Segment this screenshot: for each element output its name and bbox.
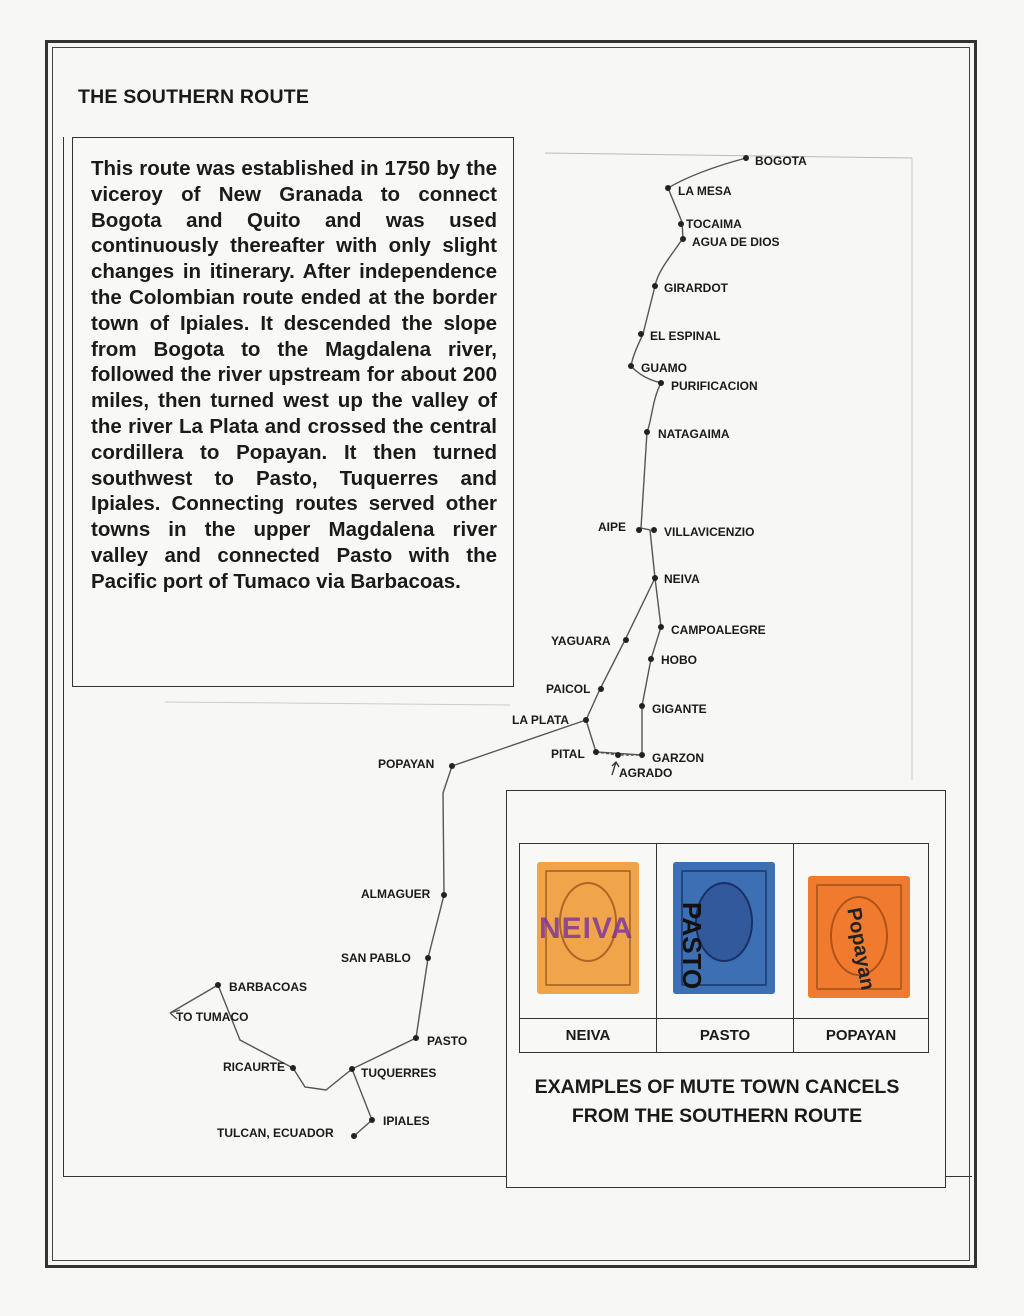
town-label-bogota: BOGOTA: [755, 154, 807, 168]
town-label-tocaima: TOCAIMA: [686, 217, 742, 231]
town-label-guamo: GUAMO: [641, 361, 687, 375]
town-dot-tulcan: [351, 1133, 357, 1139]
town-dot-guamo: [628, 363, 634, 369]
town-dot-hobo: [648, 656, 654, 662]
agrado-arrow: [612, 762, 619, 775]
town-label-pital: PITAL: [551, 747, 585, 761]
town-dot-yaguara: [623, 637, 629, 643]
town-label-garzon: GARZON: [652, 751, 704, 765]
town-dot-villavicenzio: [651, 527, 657, 533]
stamp-label-neiva: NEIVA: [520, 1018, 657, 1052]
stamps-panel: [506, 790, 946, 1188]
town-label-pasto: PASTO: [427, 1034, 468, 1048]
town-dot-el-espinal: [638, 331, 644, 337]
stamp-grid: [519, 843, 929, 1053]
town-label-la-mesa: LA MESA: [678, 184, 732, 198]
town-label-to-tumaco: TO TUMACO: [176, 1010, 249, 1024]
town-label-purificacion: PURIFICACION: [671, 379, 758, 393]
stamp-neiva-image: [537, 862, 639, 994]
stamps-caption-line-1: EXAMPLES OF MUTE TOWN CANCELS: [534, 1076, 900, 1098]
town-dot-neiva: [652, 575, 658, 581]
town-label-tuquerres: TUQUERRES: [361, 1066, 437, 1080]
map-edge-line: [545, 153, 912, 158]
town-dot-san-pablo: [425, 955, 431, 961]
town-label-la-plata: LA PLATA: [512, 713, 570, 727]
page-title: THE SOUTHERN ROUTE: [78, 86, 310, 108]
town-dot-la-plata: [583, 717, 589, 723]
town-dot-barbacoas: [215, 982, 221, 988]
stamp-cell-neiva: [520, 844, 657, 1018]
town-dot-garzon: [639, 752, 645, 758]
map-edge-line: [165, 702, 510, 705]
town-label-el-espinal: EL ESPINAL: [650, 329, 721, 343]
stamp-popayan-image: [808, 876, 910, 998]
stamp-label-pasto: PASTO: [657, 1018, 794, 1052]
town-dot-pasto: [413, 1035, 419, 1041]
cancel-popayan: Popayan: [842, 906, 879, 992]
town-label-tulcan: TULCAN, ECUADOR: [217, 1126, 334, 1140]
town-dot-bogota: [743, 155, 749, 161]
intro-text-box: [72, 137, 514, 687]
town-dot-ipiales: [369, 1117, 375, 1123]
town-label-paicol: PAICOL: [546, 682, 591, 696]
town-dot-pital: [593, 749, 599, 755]
cancel-neiva: NEIVA: [539, 912, 634, 945]
town-label-gigante: GIGANTE: [652, 702, 707, 716]
town-label-girardot: GIRARDOT: [664, 281, 728, 295]
town-dot-la-mesa: [665, 185, 671, 191]
town-label-san-pablo: SAN PABLO: [341, 951, 411, 965]
town-dot-natagaima: [644, 429, 650, 435]
town-label-agrado: AGRADO: [619, 766, 673, 780]
town-label-natagaima: NATAGAIMA: [658, 427, 730, 441]
stamp-pasto-image: [673, 862, 775, 994]
town-dot-popayan: [449, 763, 455, 769]
town-dot-tocaima: [678, 221, 684, 227]
town-dot-ricaurte: [290, 1065, 296, 1071]
stamp-cell-pasto: [657, 844, 794, 1018]
town-label-popayan: POPAYAN: [378, 757, 435, 771]
intro-paragraph: This route was established in 1750 by the viceroy of New Granada to connect Bogota and Quito and was used continuously thereafter with only slight changes in itinerary. After independence the Colombian route ended at the border town of Ipiales. It descended the slope from Bogota to the Magdalena river, followed the river upstream for about 200 miles, then turned west up the valley of the river La Plata and crossed the central cordillera to Popayan. It then turned southwest to Pasto, Tuquerres and Ipiales. Connecting routes served other towns in the upper Magdalena river valley and connected Pasto with the Pacific port of Tumaco via Barbacoas.: [91, 157, 497, 593]
town-label-campoalegre: CAMPOALEGRE: [671, 623, 766, 637]
town-label-aipe: AIPE: [598, 520, 627, 534]
town-label-neiva: NEIVA: [664, 572, 700, 586]
town-label-ricaurte: RICAURTE: [223, 1060, 285, 1074]
stamps-caption: [507, 1073, 927, 1131]
town-label-hobo: HOBO: [661, 653, 697, 667]
town-dot-aipe: [636, 527, 642, 533]
town-dot-campoalegre: [658, 624, 664, 630]
stamp-label-popayan: POPAYAN: [794, 1018, 928, 1052]
town-dot-purificacion: [658, 380, 664, 386]
town-dot-agua-de-dios: [680, 236, 686, 242]
cancel-pasto: PASTO: [677, 902, 707, 990]
stamp-cell-popayan: [794, 844, 928, 1018]
town-dot-almaguer: [441, 892, 447, 898]
town-label-villavicenzio: VILLAVICENZIO: [664, 525, 755, 539]
town-dot-tuquerres: [349, 1066, 355, 1072]
town-dot-agrado: [615, 752, 621, 758]
town-dot-girardot: [652, 283, 658, 289]
town-label-almaguer: ALMAGUER: [361, 887, 431, 901]
town-label-yaguara: YAGUARA: [551, 634, 611, 648]
town-dot-gigante: [639, 703, 645, 709]
stamps-caption-line-2: FROM THE SOUTHERN ROUTE: [571, 1105, 863, 1127]
town-label-barbacoas: BARBACOAS: [229, 980, 307, 994]
town-dot-paicol: [598, 686, 604, 692]
town-label-ipiales: IPIALES: [383, 1114, 430, 1128]
town-label-agua-de-dios: AGUA DE DIOS: [692, 235, 780, 249]
